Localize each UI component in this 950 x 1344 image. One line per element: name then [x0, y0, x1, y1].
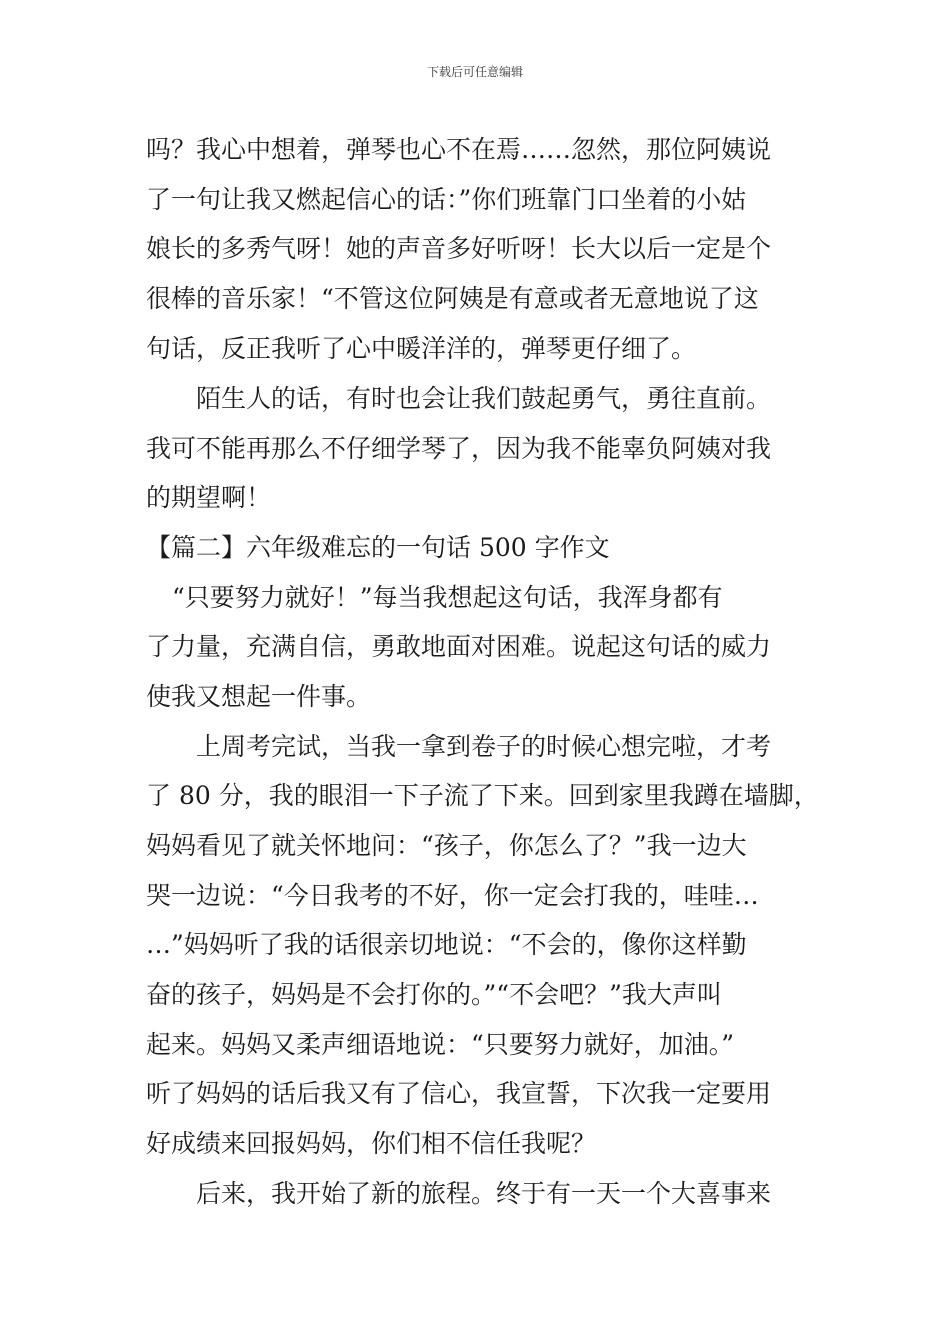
text-line: 听了妈妈的话后我又有了信心，我宣誓，下次我一定要用 — [146, 1079, 772, 1108]
text-line: 了一句让我又燃起信心的话：”你们班靠门口坐着的小姑 — [146, 185, 747, 214]
text-line: 句话，反正我听了心中暖洋洋的，弹琴更仔细了。 — [146, 334, 697, 363]
text-line: 使我又想起一件事。 — [146, 682, 372, 711]
section-heading: 【篇二】六年级难忘的一句话 500 字作文 — [146, 533, 610, 562]
text-line: 好成绩来回报妈妈，你们相不信任我呢？ — [146, 1129, 597, 1158]
paragraph-start-line: 陌生人的话，有时也会让我们鼓起勇气，勇往直前。 — [196, 384, 772, 413]
text-line: 很棒的音乐家！“不管这位阿姨是有意或者无意地说了这 — [146, 284, 759, 313]
text-line: 妈妈看见了就关怀地问：“孩子，你怎么了？”我一边大 — [146, 831, 747, 860]
text-line: …”妈妈听了我的话很亲切地说：“不会的，像你这样勤 — [146, 930, 747, 959]
text-line: 起来。妈妈又柔声细语地说：“只要努力就好，加油。” — [146, 1030, 735, 1059]
text-line: 的期望啊！ — [146, 483, 272, 512]
paragraph-start-line: 后来，我开始了新的旅程。终于有一天一个大喜事来 — [196, 1179, 772, 1208]
paragraph-start-line: “只要努力就好！”每当我想起这句话，我浑身都有 — [172, 583, 723, 612]
text-line: 奋的孩子，妈妈是不会打你的。”“不会吧？”我大声叫 — [146, 980, 722, 1009]
text-line: 吗？我心中想着，弹琴也心不在焉……忽然，那位阿姨说 — [146, 135, 772, 164]
page-header: 下载后可任意编辑 — [426, 65, 523, 79]
paragraph-start-line: 上周考完试，当我一拿到卷子的时候心想完啦，才考 — [196, 732, 772, 761]
text-line: 娘长的多秀气呀！她的声音多好听呀！长大以后一定是个 — [146, 234, 772, 263]
text-line: 了 80 分，我的眼泪一下子流了下来。回到家里我蹲在墙脚， — [146, 781, 819, 810]
text-line: 我可不能再那么不仔细学琴了，因为我不能辜负阿姨对我 — [146, 434, 772, 463]
text-line: 哭一边说：“今日我考的不好，你一定会打我的，哇哇… — [146, 881, 759, 910]
text-line: 了力量，充满自信，勇敢地面对困难。说起这句话的威力 — [146, 632, 772, 661]
